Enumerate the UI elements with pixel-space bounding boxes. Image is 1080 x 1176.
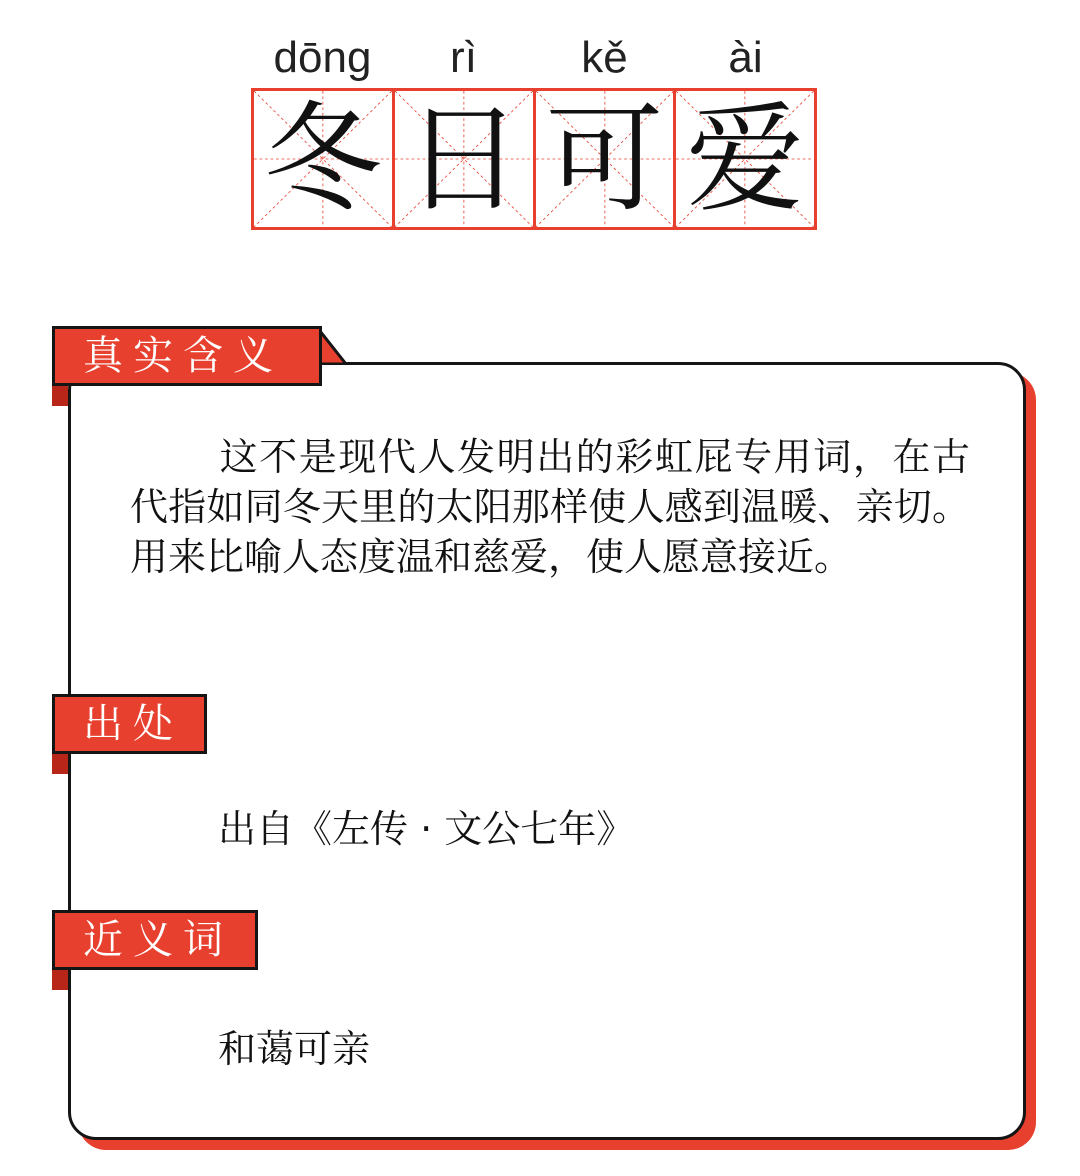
meaning-body: 这不是现代人发明出的彩虹屁专用词，在古代指如同冬天里的太阳那样使人感到温暖、亲切。用来比喻人态度温和慈爱，使人愿意接近。 [130,435,970,579]
section-tag-synonym: 近义词 [52,910,258,970]
synonym-text: 和蔼可亲 [218,1027,371,1071]
title-grid [251,88,817,230]
title-char-1: 冬 [263,90,382,228]
pinyin-1: dōng [273,33,372,82]
origin-text: 出自《左传 · 文公七年》 [218,807,635,851]
tag-fold-icon [52,754,68,774]
title-char-2: 日 [404,90,523,228]
pinyin-4: ài [728,33,763,82]
grid-cell [533,91,674,227]
title-char-3: 可 [545,90,664,228]
title-char-4: 爱 [686,90,805,228]
tag-fold-icon [52,386,68,406]
grid-cell [673,91,814,227]
grid-cell [254,91,392,227]
section-tag-origin: 出处 [52,694,207,754]
grid-cell [392,91,533,227]
pinyin-3: kě [581,33,628,82]
pinyin-row [252,30,818,86]
section-tag-meaning: 真实含义 [52,326,322,386]
meaning-text [130,432,970,582]
pinyin-2: rì [450,33,477,82]
tag-fold-icon [52,970,68,990]
